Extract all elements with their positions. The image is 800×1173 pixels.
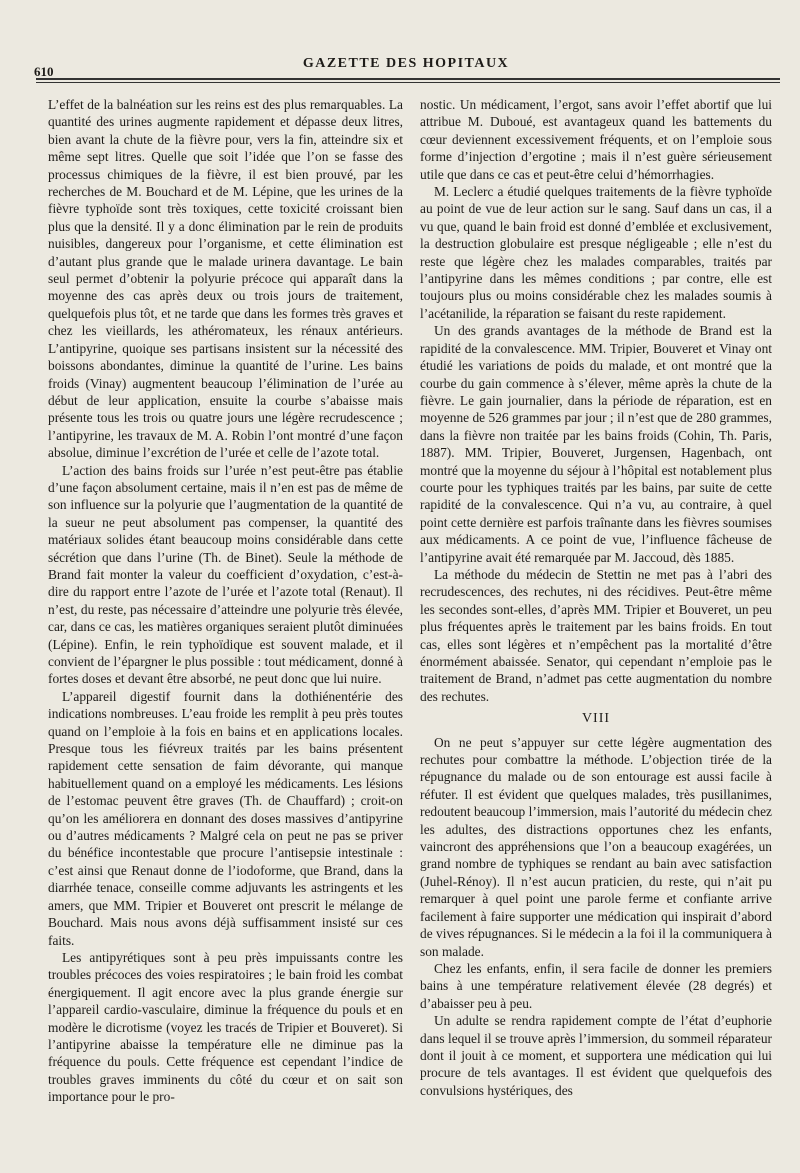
paragraph: La méthode du médecin de Stettin ne met pas à l’abri des recrudescences, des rechutes, ni des récidives. Peut-être même les secondes sont-elles, d’après MM. Tripier et Bouveret, un peu plus fréquentes après le traitement par les bains froids. En tout cas, elles sont légères et n’empêchent pas la mortalité d’être énormément abaissée. Senator, qui cependant n’emploie pas le traitement de Brand, n’admet pas cette augmentation du nombre des rechutes. bbox=[420, 566, 772, 704]
paragraph: Les antipyrétiques sont à peu près impuissants contre les troubles précoces des voies respiratoires ; le bain froid les combat énergiquement. Il agit encore avec la plus grande énergie sur l’appareil cardio-vasculaire, diminue la fréquence du pouls et en modère le dicrotisme (voyez les tracés de Tripier et Bouveret). Si l’antipyrine abaisse la température elle ne diminue pas la fréquence du pouls. Cette fréquence est cependant l’indice de troubles graves imminents du côté du cœur et on sait son importance pour le pro- bbox=[48, 949, 403, 1105]
paragraph: On ne peut s’appuyer sur cette légère augmentation des rechutes pour combattre la méthode. L’objection tirée de la répugnance du malade ou de son entourage est aussi facile à réfuter. Il est évident que quelques malades, très pusillanimes, redoutent beaucoup l’immersion, mais l’autorité du médecin chez les adultes, des distractions opportunes chez les enfants, vaincront des appréhensions que l’on a beaucoup exagérées, un grand nombre de typhiques se rendant au bain avec satisfaction (Juhel-Rénoy). Il n’est aucun praticien, du reste, qui n’ait pu remarquer à quel point une parole ferme et confiante arrive facilement à faire supporter une médication qui inspirait d’abord de vives répugnances. Si le médecin a la foi il la communiquera à son malade. bbox=[420, 734, 772, 959]
section-heading: VIII bbox=[581, 711, 611, 727]
paragraph: Un adulte se rendra rapidement compte de l’état d’euphorie dans lequel il se trouve après l’immersion, du sommeil réparateur dont il jouit à ce moment, et supportera une médication qui lui procure de tels avantages. Il est évident que quelquefois des convulsions hystériques, des bbox=[420, 1013, 772, 1098]
right-column bbox=[420, 96, 772, 1099]
page-header bbox=[30, 52, 782, 79]
paragraph: L’effet de la balnéation sur les reins est des plus remarquables. La quantité des urines augmente rapidement et dépasse deux litres, bien avant la chute de la fièvre pour, vers la fin, atteindre six et même sept litres. Quelle que soit l’idée que l’on se fasse des processus chimiques de la fièvre, il est bien prouvé, par les recherches de M. Bouchard et de M. Lépine, que les urines de la fièvre typhoïde sont très toxiques, cette toxicité croissant bien plus que la densité. Il y a donc élimination par le rein de produits nuisibles, dangereux pour l’organisme, et cette élimination est d’autant plus grande que le malade urinera davantage. Le bain seul permet d’obtenir la polyurie précoce qui apparaît dans la moyenne des cas après deux ou trois jours de traitement, quelquefois plus tôt, et ne tarde que dans les formes très graves et chez les vieillards, les athéromateux, les rénaux antérieurs. L’antipyrine, quoique ses partisans insistent sur la nécessité des boissons abondantes, diminue la quantité de l’urine. Les bains froids (Vinay) augmentent beaucoup l’élimination de l’urée au début de leur application, ensuite la courbe s’abaisse mais présente tous les trois ou quatre jours une légère recrudescence ; l’antipyrine, les travaux de M. A. Robin l’ont montré d’une façon absolue, diminue l’excrétion de l’urée et celle de l’azote total. bbox=[48, 97, 403, 461]
left-column bbox=[48, 96, 403, 1106]
header-rule bbox=[36, 78, 780, 83]
paragraph: M. Leclerc a étudié quelques traitements de la fièvre typhoïde au point de vue de leur action sur le sang. Sauf dans un cas, il a vu que, quand le bain froid est donné d’emblée et exclusivement, la destruction globulaire est presque négligeable ; elle n’est du reste que légère chez les malades comparables, traités par l’antipyrine dans les mêmes conditions ; par contre, elle est toujours plus ou moins considérable chez les malades soumis à l’acétanilide, la réparation se faisant du reste rapidement. bbox=[420, 184, 772, 321]
paragraph: Chez les enfants, enfin, il sera facile de donner les premiers bains à une température relativement élevée (28 degrés) et d’abaisser peu à peu. bbox=[420, 960, 772, 1011]
paragraph: Un des grands avantages de la méthode de Brand est la rapidité de la convalescence. MM. Tripier, Bouveret et Vinay ont étudié les variations de poids du malade, et ont montré que la courbe du gain commence à s’élever, même après la chute de la fièvre. Le gain journalier, dans la période de réparation, est en moyenne de 526 grammes par jour ; il n’est que de 280 grammes, dans la fièvre non traitée par les bains froids (Cohin, Th. Paris, 1887). MM. Tripier, Bouveret, Jurgensen, Hagenbach, ont montré que la moyenne du séjour à l’hôpital est notablement plus courte pour les typhiques traités par les bains, par suite de cette rapidité de la convalescence. Qui n’a vu, au contraire, à quel point cette dernière est parfois traînante dans les fièvres soumises aux médicaments. A ce point de vue, l’influence fâcheuse de l’antipyrine avait été remarquée par M. Jaccoud, dès 1885. bbox=[420, 323, 772, 565]
journal-title: GAZETTE DES HOPITAUX bbox=[302, 56, 510, 71]
paragraph: nostic. Un médicament, l’ergot, sans avoir l’effet abortif que lui attribue M. Duboué, est avantageux quand les battements du cœur deviennent excessivement fréquents, et on l’emploie sous forme d’injection d’ergotine ; mais il n’est guère sérieusement utile que dans ce cas et peut-être celui d’hémorrhagies. bbox=[420, 97, 772, 182]
paragraph: L’action des bains froids sur l’urée n’est peut-être pas établie d’une façon absolument certaine, mais il n’en est pas de même de son influence sur la polyurie que l’augmentation de la quantité de la sueur ne peut absolument pas compenser, la quantité des matériaux solides étant beaucoup moins considérable dans cette sécrétion que dans l’urine (Th. de Binet). Seule la méthode de Brand fait monter la valeur du coefficient d’oxydation, c’est-à-dire du rapport entre l’azote de l’urée et l’azote total (Renaut). Il n’est, du reste, pas nécessaire d’atteindre une polyurie très élevée, car, dans ce cas, les matières organiques seraient plutôt diminuées (Lépine). Enfin, le rein typhoïdique est souvent malade, et il convient de l’épargner le plus possible : tout médicament, donné à fortes doses et devant être absorbé, ne peut donc que lui nuire. bbox=[48, 462, 403, 687]
paragraph: L’appareil digestif fournit dans la dothiénentérie des indications nombreuses. L’eau froide les remplit à peu près toutes quand on l’emploie à la fois en bains et en applications locales. Presque tous les fiévreux traités par les bains présentent rapidement cette sensation de faim dévorante, qui manque habituellement quand on a employé les médicaments. Les lésions de l’estomac peuvent être graves (Th. de Chauffard) ; croit-on qu’on les améliorera en donnant des doses massives d’antipyrine ou d’autres médicaments ? Malgré cela on peut ne pas se priver du bénéfice incontestable que procure l’antisepsie intestinale : c’est ainsi que Renaut donne de l’iodoforme, que Brand, dans la diarrhée tenace, conseille comme adjuvants les astringents et les amers, que MM. Tripier et Bouveret ont prescrit le mélange de Bouchard. Mais nous avons déjà suffisamment insisté sur ces faits. bbox=[48, 688, 403, 948]
page-number: 610 bbox=[34, 64, 54, 79]
